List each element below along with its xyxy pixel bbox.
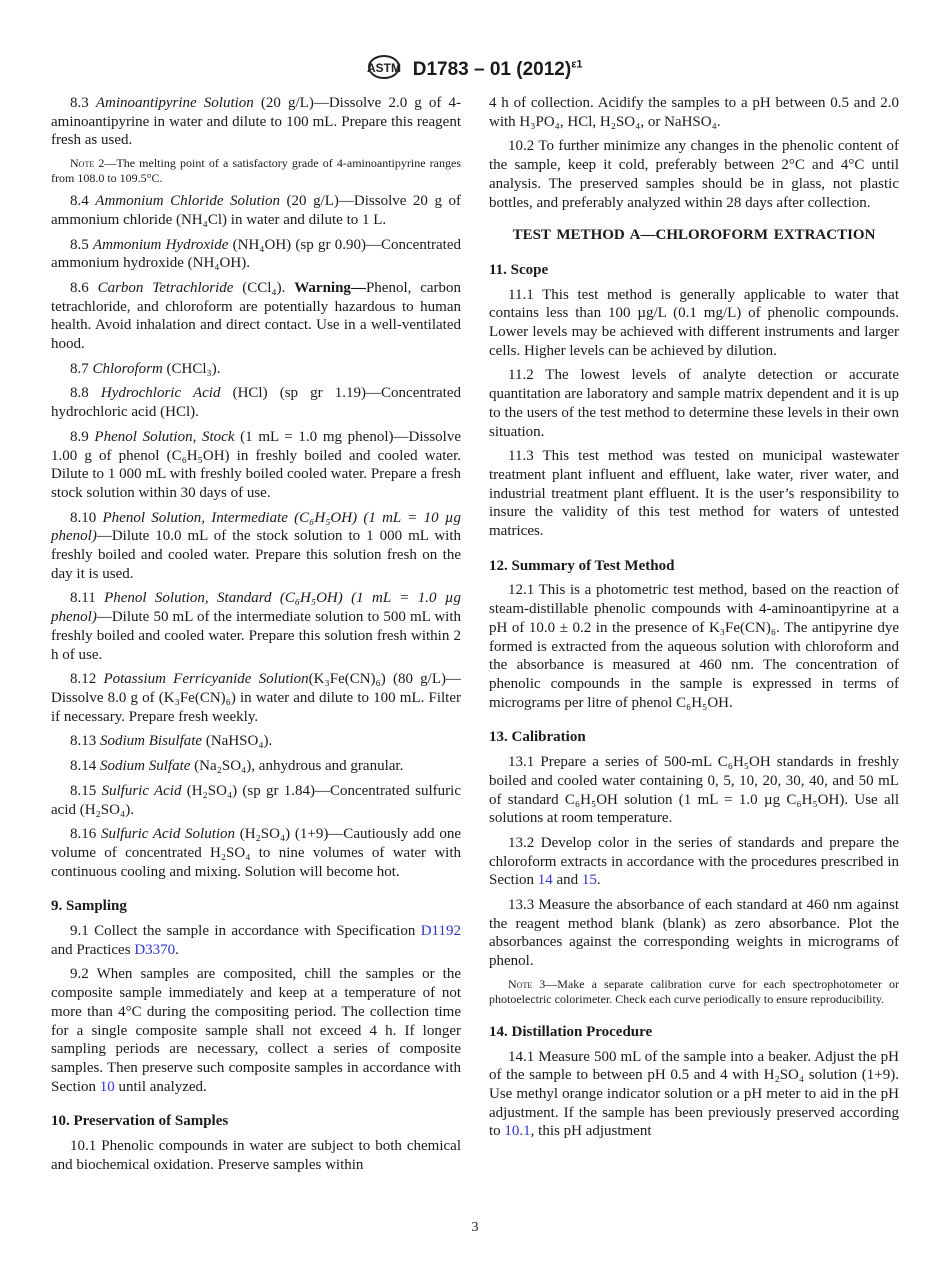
text: 14.1 Measure 500 mL of the sample into a beaker. Adjust the pH of the sample to between pH 0.5 and 4 with H₂SO₄ solution (1+9). Use methyl orange indicator solution or a pH meter to aid in the pH adjustment. If the sample has been previously preserved according to: [489, 1048, 899, 1140]
paragraph: [489, 834, 899, 890]
reagent-name: Phenol Solution, Intermediate (C₆H₅OH) (1 mL = 10 µg phenol): [51, 509, 462, 545]
section-heading: [489, 261, 899, 280]
text: .: [596, 872, 601, 889]
text: 8.3: [70, 95, 96, 111]
text: (Na₂SO₄), anhydrous and granular.: [190, 758, 404, 775]
note-label: Note 2: [70, 156, 105, 171]
text: 9.1 Collect the sample in accordance with Specification: [70, 923, 421, 940]
text: 9.2 When samples are composited, chill the samples or the composite sample immediately and keep at a temperature of not more than 4°C during the compositing period. The collection time for a single composite sample shall not exceed 4 h. If longer sampling periods are necessary, collect a series of composite samples. Then preserve such composite samples in accordance with Section: [51, 966, 461, 1095]
text: (CHCl₃).: [162, 360, 221, 377]
reagent-name: Sulfuric Acid: [101, 782, 182, 799]
reagent-name: Sodium Bisulfate: [100, 733, 203, 750]
text: (H₂SO₄) (sp gr 1.84)—Concentrated sulfuric acid (H₂SO₄).: [51, 782, 462, 818]
reagent-name: Phenol Solution, Stock: [94, 428, 235, 445]
text: (NH₄OH) (sp gr 0.90)—Concentrated ammonium hydroxide (NH₄OH).: [51, 236, 461, 272]
cross-reference-link[interactable]: D1192: [420, 923, 461, 940]
text: (1 mL = 1.0 mg phenol)—Dissolve 1.00 g of phenol (C₆H₅OH) in freshly boiled and cooled water. Dilute to 1 000 mL with freshly boiled cooled water. Prepare a fresh stock solution within 30 days of use.: [51, 428, 461, 501]
method-heading: [489, 226, 899, 245]
text: 4 h of collection. Acidify the samples to a pH between 0.5 and 2.0 with H₃PO₄, HCl, H₂SO₄, or NaHSO₄.: [489, 95, 899, 130]
paragraph: [51, 192, 461, 229]
section-heading: [489, 557, 899, 576]
paragraph: [51, 732, 461, 751]
reagent-name: Chloroform: [92, 360, 163, 377]
text: (HCl) (sp gr 1.19)—Concentrated hydrochloric acid (HCl).: [51, 385, 461, 421]
text: —The melting point of a satisfactory grade of 4-aminoantipyrine ranges from 108.0 to 109.5°C.: [51, 156, 461, 186]
paragraph: [51, 589, 461, 664]
reagent-name: Sodium Sulfate: [100, 758, 191, 775]
reagent-name: Hydrochloric Acid: [100, 385, 221, 402]
paragraph: [51, 279, 461, 354]
astm-logo-icon: [367, 54, 401, 86]
text: 10.2 To further minimize any changes in the phenolic content of the sample, keep it cold, preferably between 2°C and 4°C until analysis. The preserved samples should be in glass, not plastic bottles, and preferably analyzed within 28 days after collection.: [489, 138, 899, 211]
text: (20 g/L)—Dissolve 2.0 g of 4-aminoantipyrine in water and dilute to 100 mL. Prepare this reagent fresh as used.: [51, 95, 462, 149]
cross-reference-link[interactable]: 10.1: [504, 1123, 531, 1140]
paragraph: [489, 1048, 899, 1142]
reagent-name: Sulfuric Acid Solution: [100, 826, 236, 843]
text: (NaHSO₄).: [202, 733, 273, 750]
paragraph: [51, 670, 461, 726]
cross-reference-link[interactable]: 10: [99, 1078, 115, 1095]
text: 8.12: [70, 671, 104, 688]
text: —Make a separate calibration curve for each spectrophotometer or photoelectric colorimeter. Check each curve periodically to ensure reproducibility.: [489, 976, 900, 1006]
paragraph: [489, 447, 899, 541]
text: 13.3 Measure the absorbance of each standard at 460 nm against the reagent method blank (blank) as zero absorbance. Plot the absorbances against the corresponding weights in micrograms of phenol.: [489, 897, 899, 970]
note: [51, 156, 461, 186]
text: 9. Sampling: [51, 898, 127, 915]
note: [489, 977, 899, 1007]
paragraph: [489, 286, 899, 361]
section-heading: [489, 728, 899, 747]
text: 8.13: [70, 733, 100, 750]
text: 13.2 Develop color in the series of standards and prepare the chloroform extracts in accordance with the procedures prescribed in Section: [489, 834, 899, 889]
paragraph: [51, 428, 461, 503]
text: 13. Calibration: [489, 729, 586, 746]
text: 10.1 Phenolic compounds in water are subject to both chemical and biochemical oxidation. Preserve samples within: [51, 1138, 461, 1173]
cross-reference-link[interactable]: 15: [581, 872, 597, 889]
paragraph: [51, 360, 461, 379]
text: , this pH adjustment: [530, 1123, 652, 1140]
paragraph: [489, 753, 899, 828]
paragraph: [51, 94, 461, 150]
text: —Dilute 50 mL of the intermediate solution to 500 mL with freshly boiled and cooled water. Prepare this solution fresh within 2 h of use.: [51, 609, 461, 663]
text: .: [175, 941, 179, 958]
text: until analyzed.: [114, 1078, 207, 1095]
left-column: [51, 94, 461, 1180]
right-column: [489, 94, 899, 1147]
section-heading: [489, 1023, 899, 1042]
text: 11. Scope: [489, 261, 549, 278]
text: 11.2 The lowest levels of analyte detection or accurate quantitation are laboratory and sample matrix dependent and it is up to the users of the test method to determine these levels in their own situation.: [489, 367, 899, 440]
text: 8.15: [70, 782, 102, 799]
paragraph-continuation: [489, 94, 899, 131]
text: 13.1 Prepare a series of 500-mL C₆H₅OH standards in freshly boiled and cooled water containing 0, 5, 10, 20, 30, 40, and 50 mL of standard C₆H₅OH solution (1 mL = 1.0 µg C₆H₅OH). Use all solutions at room temperature.: [489, 754, 899, 827]
paragraph: [489, 581, 899, 712]
paragraph: [51, 236, 461, 273]
text: 11.3 This test method was tested on municipal wastewater treatment plant influent and effluent, lake water, river water, and industrial treatment plant effluent. It is the user’s responsibility to insure the validity of this test method for waters of untested matrices.: [489, 448, 899, 540]
svg-text:ASTM: ASTM: [367, 61, 402, 75]
text: 8.16: [70, 826, 101, 843]
paragraph: [51, 384, 461, 421]
text: (CCl₄).: [233, 279, 295, 296]
paragraph: [489, 137, 899, 212]
text: TEST METHOD A—CHLOROFORM EXTRACTION: [512, 227, 876, 244]
reagent-name: Ammonium Hydroxide: [93, 236, 229, 253]
reagent-name: Ammonium Chloride Solution: [95, 193, 281, 210]
text: 10. Preservation of Samples: [51, 1113, 229, 1130]
section-heading: [51, 897, 461, 916]
text: 12.1 This is a photometric test method, based on the reaction of steam-distillable phenolic compounds with 4-aminoantipyrine at a pH of 10.0 ± 0.2 in the presence of K₃Fe(CN)₆. The antipyrine dye formed is extracted from the aqueous solution with chloroform and the absorbance is measured at 460 nm. The concentration of phenolic compounds in the sample is expressed in terms of micrograms per litre of phenol C₆H₅OH.: [489, 582, 899, 711]
epsilon-superscript: ε1: [571, 58, 583, 71]
paragraph: [51, 1137, 461, 1174]
text: (20 g/L)—Dissolve 20 g of ammonium chloride (NH₄Cl) in water and dilute to 1 L.: [51, 193, 461, 228]
text: 8.4: [70, 193, 96, 210]
text: (K₃Fe(CN)₆) (80 g/L)—Dissolve 8.0 g of (K₃Fe(CN)₆) in water and dilute to 100 mL. Filter if necessary. Prepare fresh weekly.: [51, 671, 462, 725]
note-label: Note 3: [508, 976, 546, 991]
text: 11.1 This test method is generally applicable to water that contains less than 100 µg/L (0.1 mg/L) of phenolic compounds. Lower levels may be achieved with different instruments and larger cells. Higher levels can be achieved by dilution.: [489, 286, 899, 359]
paragraph: [51, 825, 461, 881]
cross-reference-link[interactable]: 14: [537, 872, 553, 889]
text: Phenol, carbon tetrachloride, and chloroform are potentially hazardous to human health. Avoid inhalation and direct contact. Use in a well-ventilated hood.: [51, 279, 462, 353]
paragraph: [489, 366, 899, 441]
reagent-name: Carbon Tetrachloride: [97, 279, 234, 296]
page-number: 3: [471, 1220, 479, 1235]
paragraph: [51, 757, 461, 776]
cross-reference-link[interactable]: D3370: [134, 941, 176, 958]
paragraph: [51, 965, 461, 1096]
paragraph: [51, 922, 461, 959]
section-heading: [51, 1112, 461, 1131]
text: 8.7: [70, 360, 93, 377]
text: 8.9: [70, 428, 95, 445]
text: 8.14: [70, 758, 100, 775]
text: 12. Summary of Test Method: [489, 557, 675, 574]
warning-label: Warning—: [294, 279, 366, 296]
text: (H₂SO₄) (1+9)—Cautiously add one volume of concentrated H₂SO₄ to nine volumes of water with continuous cooling and mixing. Solution will become hot.: [51, 826, 461, 880]
text: 8.5: [70, 236, 94, 253]
reagent-name: Potassium Ferricyanide Solution: [103, 671, 309, 688]
reagent-name: Aminoantipyrine Solution: [95, 95, 254, 111]
paragraph: [51, 509, 461, 584]
text: 14. Distillation Procedure: [489, 1023, 653, 1040]
document-header: [0, 54, 950, 86]
document-designation: D1783 – 01 (2012): [412, 59, 572, 81]
text: —Dilute 10.0 mL of the stock solution to 1 000 mL with freshly boiled and cooled water. Prepare this solution fresh on the day it is used.: [51, 528, 461, 582]
reagent-name: Phenol Solution, Standard (C₆H₅OH) (1 mL = 1.0 µg phenol): [51, 590, 461, 626]
paragraph: [51, 782, 461, 819]
text: and: [552, 872, 582, 889]
text: 8.8: [70, 385, 101, 402]
text: 8.6: [70, 279, 98, 296]
text: 8.11: [70, 590, 105, 607]
text: 8.10: [70, 509, 103, 526]
text: and Practices: [51, 941, 135, 958]
paragraph: [489, 896, 899, 971]
